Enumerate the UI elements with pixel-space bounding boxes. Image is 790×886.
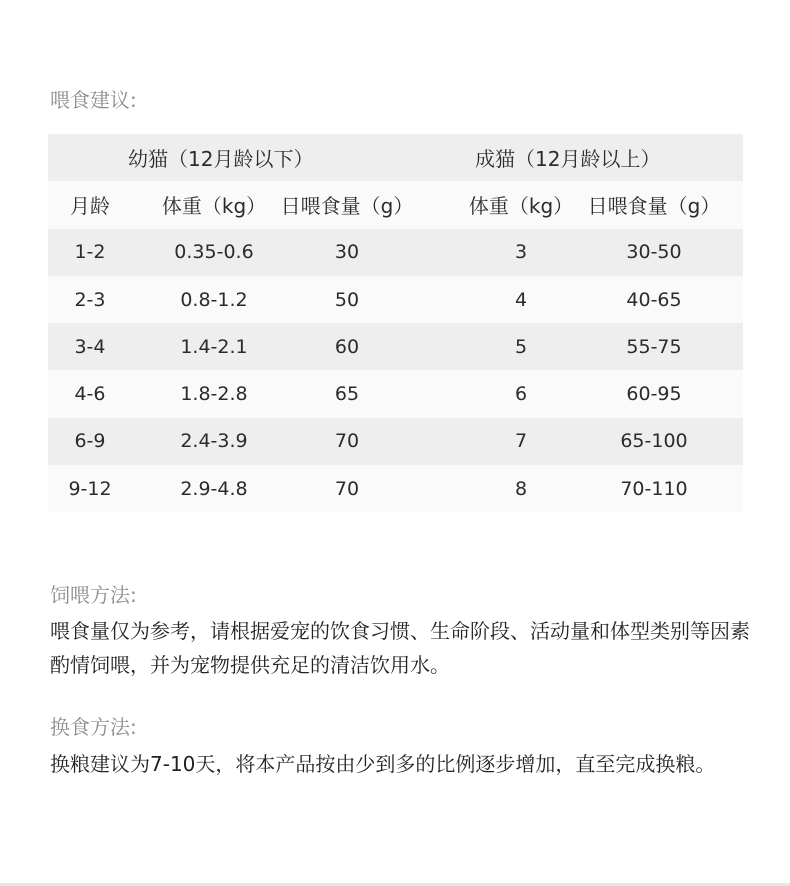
cell-adult-weight: 4 — [514, 288, 528, 311]
cell-kitten-daily-amount: 50 — [334, 288, 360, 311]
column-header-adult-daily-amount: 日喂食量（g） — [587, 194, 721, 219]
kitten-group-header: 幼猫（12月龄以下） — [128, 147, 314, 172]
column-header-kitten-weight: 体重（kg） — [161, 194, 267, 219]
cell-adult-daily-amount: 55-75 — [626, 335, 682, 358]
cell-kitten-weight: 2.4-3.9 — [180, 430, 248, 453]
cell-kitten-daily-amount: 30 — [334, 241, 360, 264]
cell-adult-weight: 8 — [514, 477, 528, 500]
cell-month: 3-4 — [74, 335, 106, 358]
column-header-adult-weight: 体重（kg） — [468, 194, 574, 219]
column-header-kitten-daily-amount: 日喂食量（g） — [280, 194, 414, 219]
cell-adult-daily-amount: 65-100 — [620, 430, 688, 453]
cell-month: 4-6 — [74, 383, 106, 406]
adult-group-header: 成猫（12月龄以上） — [475, 147, 661, 172]
cell-kitten-daily-amount: 70 — [334, 430, 360, 453]
feeding-suggestion-label: 喂食建议: — [50, 88, 137, 112]
cell-month: 1-2 — [74, 241, 106, 264]
switch-method-text: 换粮建议为7-10天，将本产品按由少到多的比例逐步增加，直至完成换粮。 — [50, 752, 716, 776]
cell-adult-daily-amount: 40-65 — [626, 288, 682, 311]
cell-adult-daily-amount: 60-95 — [626, 383, 682, 406]
cell-kitten-weight: 1.8-2.8 — [180, 383, 248, 406]
cell-kitten-daily-amount: 65 — [334, 383, 360, 406]
cell-kitten-weight: 2.9-4.8 — [180, 477, 248, 500]
switch-method-label: 换食方法: — [50, 715, 137, 739]
cell-adult-weight: 3 — [514, 241, 528, 264]
cell-month: 9-12 — [68, 477, 112, 500]
table-row — [48, 276, 743, 323]
cell-month: 6-9 — [74, 430, 106, 453]
column-header-month: 月龄 — [70, 194, 110, 219]
cell-adult-weight: 7 — [514, 430, 528, 453]
feeding-table — [48, 134, 743, 512]
cell-adult-weight: 5 — [514, 335, 528, 358]
table-row — [48, 418, 743, 465]
cell-adult-daily-amount: 70-110 — [620, 477, 688, 500]
group-header-row — [48, 134, 743, 181]
cell-kitten-weight: 0.8-1.2 — [180, 288, 248, 311]
cell-kitten-daily-amount: 60 — [334, 335, 360, 358]
column-header-row — [48, 181, 743, 228]
table-row — [48, 323, 743, 370]
feeding-method-text: 喂食量仅为参考，请根据爱宠的饮食习惯、生命阶段、活动量和体型类别等因素酌情饲喂，并为宠物提供充足的清洁饮用水。 — [50, 619, 750, 677]
table-row — [48, 465, 743, 512]
feeding-method-label: 饲喂方法: — [50, 583, 137, 607]
cell-month: 2-3 — [74, 288, 106, 311]
table-row — [48, 229, 743, 276]
cell-adult-weight: 6 — [514, 383, 528, 406]
cell-kitten-weight: 1.4-2.1 — [180, 335, 248, 358]
table-row — [48, 370, 743, 417]
cell-kitten-daily-amount: 70 — [334, 477, 360, 500]
cell-kitten-weight: 0.35-0.6 — [174, 241, 254, 264]
cell-adult-daily-amount: 30-50 — [626, 241, 682, 264]
